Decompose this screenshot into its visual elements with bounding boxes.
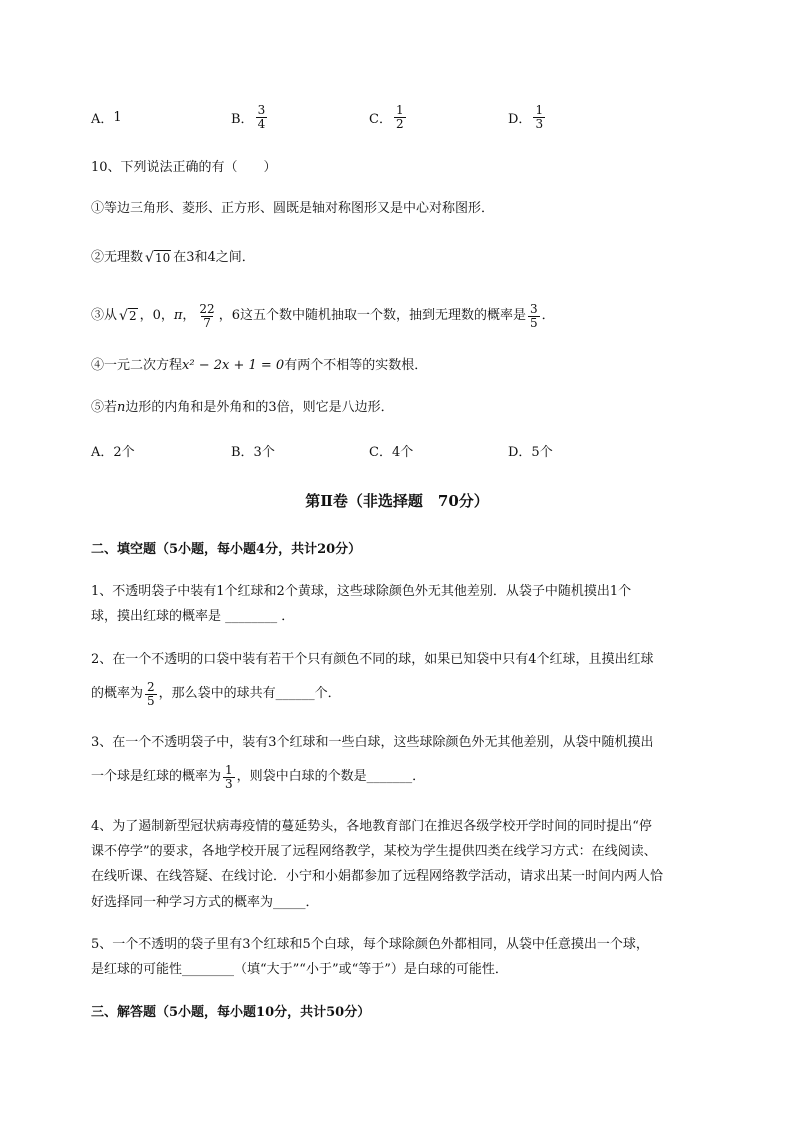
numerator: 3 (257, 102, 266, 117)
option-label: B． (231, 111, 254, 127)
section3-header: 三、解答题（5小题，每小题10分，共计50分） (91, 1005, 371, 1020)
fraction: $\frac{1}{3}$ (225, 762, 233, 791)
fill-q4-line4: 好选择同一种学习方式的概率为_____． (91, 895, 319, 910)
fill-q5-line1: 5、一个不透明的袋子里有3个红球和5个白球，每个球除颜色外都相同，从袋中任意摸出一个球， (91, 937, 649, 952)
q10-options (91, 440, 731, 460)
q10-statement-4: ④一元二次方程x² − 2x + 1 = 0有两个不相等的实数根． (91, 358, 428, 373)
option-label: A． (91, 111, 114, 127)
denominator: 3 (535, 116, 544, 131)
q9-option-a (91, 97, 122, 137)
denominator: 4 (257, 116, 266, 131)
q10-statement-1: ①等边三角形、菱形、正方形、圆既是轴对称图形又是中心对称图形． (91, 201, 495, 216)
fraction (394, 104, 406, 131)
sqrt: √ 10 (145, 249, 171, 266)
q9-option-c (369, 97, 408, 137)
q10-stem: 10、下列说法正确的有（ ） (91, 160, 277, 175)
part2-title: 第Ⅱ卷（非选择题 70分） (305, 492, 489, 510)
fill-q2-line2: 的概率为 $\frac{2}{5}$ ，那么袋中的球共有______个． (91, 679, 341, 708)
numerator: 1 (535, 102, 544, 117)
fill-q5-line2: 是红球的可能性________（填“大于”“小于”或“等于”）是白球的可能性． (91, 962, 508, 977)
fraction: $\frac{22}{7}$ (199, 301, 215, 330)
option-value: 1 (113, 109, 122, 125)
fill-q4-line1: 4、为了遏制新型冠状病毒疫情的蔓延势头，各地教育部门在推迟各级学校开学时间的同时提出“停 (91, 819, 652, 834)
fraction (533, 104, 545, 131)
equation: x² − 2x + 1 = 0 (182, 358, 285, 373)
section2-header: 二、填空题（5小题，每小题4分，共计20分） (91, 542, 362, 557)
numerator: 1 (395, 102, 404, 117)
fraction: $\frac{3}{5}$ (529, 301, 538, 330)
fill-q4-line3: 在线听课、在线答疑、在线讨论．小宁和小娟都参加了远程网络教学活动，请求出某一时间内两人恰 (91, 869, 664, 884)
q9-option-d (508, 97, 547, 137)
q9-option-b (231, 97, 269, 137)
fill-q3-line1: 3、在一个不透明袋子中，装有3个红球和一些白球，这些球除颜色外无其他差别，从袋中随机摸出 (91, 735, 654, 750)
q10-statement-5: ⑤若n边形的内角和是外角和的3倍，则它是八边形． (91, 400, 394, 415)
fill-q1-line2: 球，摸出红球的概率是 ________ ． (91, 609, 295, 624)
q9-options (91, 97, 731, 137)
option-label: C． (369, 111, 392, 127)
sqrt: √ 2 (119, 308, 137, 324)
q10-statement-2: ②无理数 √ 10 在3和4之间． (91, 249, 255, 266)
fill-q1-line1: 1、不透明袋子中装有1个红球和2个黄球，这些球除颜色外无其他差别．从袋子中随机摸出1个 (91, 584, 632, 599)
option-label: D． (508, 111, 532, 127)
q10-option-c: C．4个 (369, 444, 414, 460)
fraction (256, 104, 268, 131)
fraction: $\frac{2}{5}$ (147, 679, 155, 708)
fill-q2-line1: 2、在一个不透明的口袋中装有若干个只有颜色不同的球，如果已知袋中只有4个红球，且摸出红球 (91, 652, 654, 667)
q10-option-a: A．2个 (91, 444, 135, 460)
q10-statement-3: ③从 √ 2 ，0， π ， $\frac{22}{7}$ ，6这五个数中随机抽取一个数，抽到无理数的概率是 $\frac{3}{5}$ ． (91, 301, 555, 330)
fill-q3-line2: 一个球是红球的概率为 $\frac{1}{3}$ ，则袋中白球的个数是_______． (91, 762, 426, 791)
q10-option-b: B．3个 (231, 444, 275, 460)
q10-option-d: D．5个 (508, 444, 553, 460)
fill-q4-line2: 课不停学”的要求，各地学校开展了远程网络教学，某校为学生提供四类在线学习方式：在线阅读、 (91, 844, 657, 859)
denominator: 2 (395, 116, 404, 131)
